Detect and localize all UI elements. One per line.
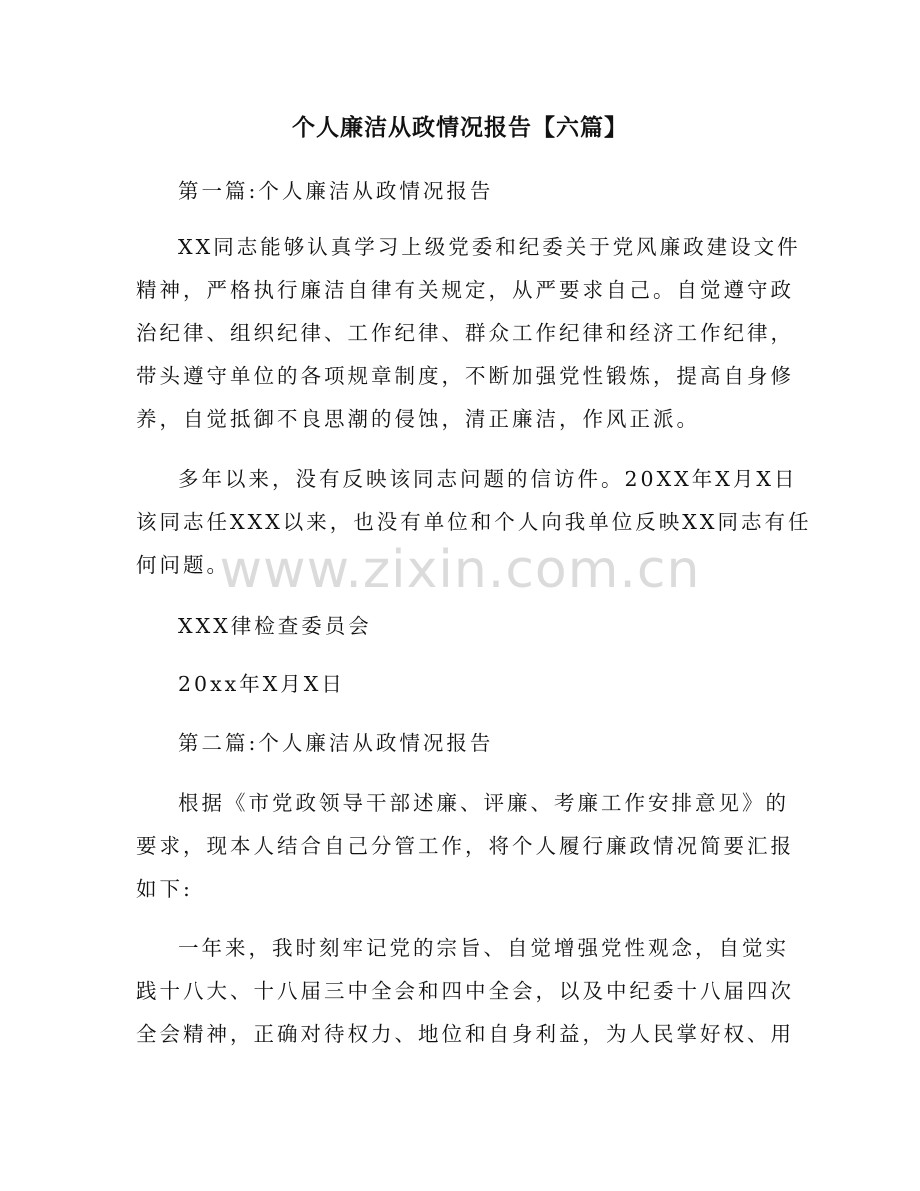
section2-heading: [136, 722, 776, 765]
paragraph-line: 养，自觉抵御不良思潮的侵蚀，清正廉洁，作风正派。: [136, 407, 700, 431]
paragraph-line: 一年来，我时刻牢记党的宗旨、自觉增强党性观念，自觉实: [178, 936, 789, 960]
paragraph-line: XX同志能够认真学习上级党委和纪委关于党风廉政建设文件: [178, 235, 801, 259]
section1-heading-text: 第一篇:个人廉洁从政情况报告: [178, 179, 494, 203]
paragraph-line: 全会精神，正确对待权力、地位和自身利益，为人民掌好权、用: [136, 1022, 794, 1046]
document-title: 个人廉洁从政情况报告【六篇】: [292, 114, 628, 141]
paragraph-line: 治纪律、组织纪律、工作纪律、群众工作纪律和经济工作纪律，: [136, 321, 794, 345]
section1-signature: [136, 605, 776, 648]
paragraph-line: 如下:: [136, 877, 193, 901]
paragraph-line: 践十八大、十八届三中全会和四中全会，以及中纪委十八届四次: [136, 979, 794, 1003]
paragraph-line: 多年以来，没有反映该同志问题的信访件。20XX年X月X日: [178, 467, 798, 491]
paragraph-line: 该同志任XXX以来，也没有单位和个人向我单位反映XX同志有任: [136, 510, 812, 534]
section1-heading: [136, 170, 776, 213]
section1-date: [136, 663, 776, 706]
paragraph-line: 何问题。: [136, 553, 230, 577]
section1-paragraph-1: [136, 226, 801, 441]
paragraph-line: 根据《市党政领导干部述廉、评廉、考廉工作安排意见》的: [178, 791, 789, 815]
paragraph-line: 要求，现本人结合自己分管工作，将个人履行廉政情况简要汇报: [136, 834, 794, 858]
signature-text: XXX律检查委员会: [178, 614, 372, 638]
section2-heading-text: 第二篇:个人廉洁从政情况报告: [178, 731, 494, 755]
paragraph-line: 带头遵守单位的各项规章制度，不断加强党性锻炼，提高自身修: [136, 364, 794, 388]
section2-paragraph-1: [136, 782, 794, 911]
paragraph-line: 精神，严格执行廉洁自律有关规定，从严要求自己。自觉遵守政: [136, 278, 794, 302]
watermark: www.zixin.com.cn: [219, 540, 701, 600]
date-text: 20xx年X月X日: [178, 672, 345, 696]
section2-paragraph-2: [136, 927, 794, 1056]
